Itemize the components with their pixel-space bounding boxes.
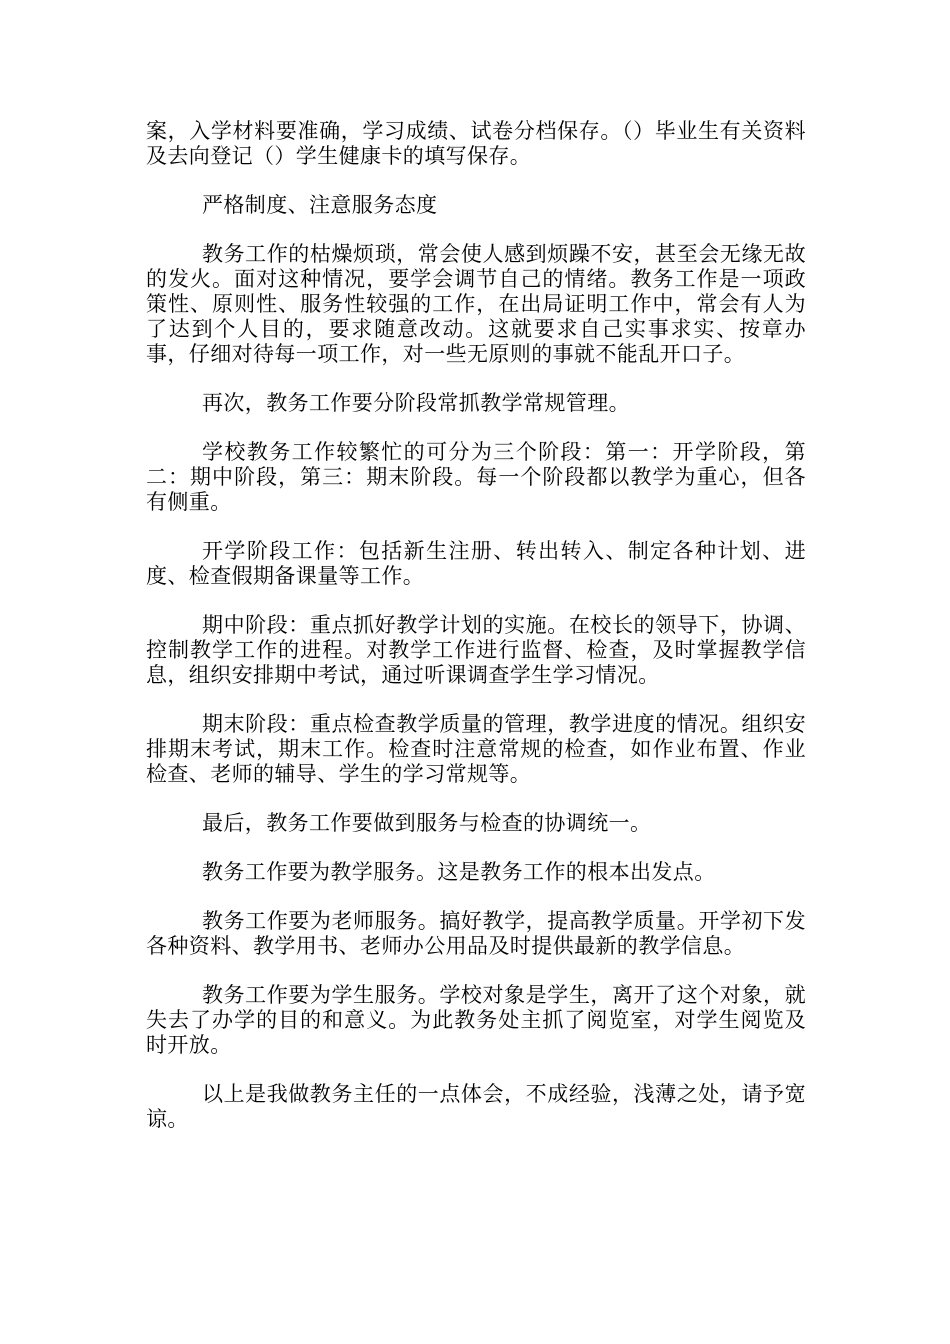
document-body: [146, 119, 806, 1156]
section-heading: 严格制度、注意服务态度: [202, 193, 438, 217]
paragraph-continuation: 案，入学材料要准确，学习成绩、试卷分档保存。（）毕业生有关资料及去向登记（）学生健康卡的填写保存。: [146, 119, 806, 168]
paragraph: 再次，教务工作要分阶段常抓教学常规管理。: [202, 391, 630, 415]
paragraph: 以上是我做教务主任的一点体会，不成经验，浅薄之处，请予宽谅。: [146, 1082, 806, 1131]
paragraph: 最后，教务工作要做到服务与检查的协调统一。: [202, 811, 652, 835]
paragraph: 教务工作的枯燥烦琐，常会使人感到烦躁不安，甚至会无缘无故的发火。面对这种情况，要学会调节自己的情绪。教务工作是一项政策性、原则性、服务性较强的工作，在出局证明工作中，常会有人为了达到个人目的，要求随意改动。这就要求自己实事求实、按章办事，仔细对待每一项工作，对一些无原则的事就不能乱开口子。: [146, 242, 806, 366]
paragraph: 开学阶段工作：包括新生注册、转出转入、制定各种计划、进度、检查假期备课量等工作。: [146, 539, 806, 588]
paragraph: 学校教务工作较繁忙的可分为三个阶段：第一：开学阶段，第二：期中阶段，第三：期末阶段。每一个阶段都以教学为重心，但各有侧重。: [146, 440, 806, 514]
paragraph: 教务工作要为老师服务。搞好教学，提高教学质量。开学初下发各种资料、教学用书、老师办公用品及时提供最新的教学信息。: [146, 909, 806, 958]
paragraph: 期末阶段：重点检查教学质量的管理，教学进度的情况。组织安排期末考试，期末工作。检查时注意常规的检查，如作业布置、作业检查、老师的辅导、学生的学习常规等。: [146, 712, 806, 786]
paragraph: 教务工作要为学生服务。学校对象是学生，离开了这个对象，就失去了办学的目的和意义。为此教务处主抓了阅览室，对学生阅览及时开放。: [146, 983, 806, 1057]
paragraph: 期中阶段：重点抓好教学计划的实施。在校长的领导下，协调、控制教学工作的进程。对教学工作进行监督、检查，及时掌握教学信息，组织安排期中考试，通过听课调查学生学习情况。: [146, 613, 806, 687]
paragraph: 教务工作要为教学服务。这是教务工作的根本出发点。: [202, 860, 716, 884]
